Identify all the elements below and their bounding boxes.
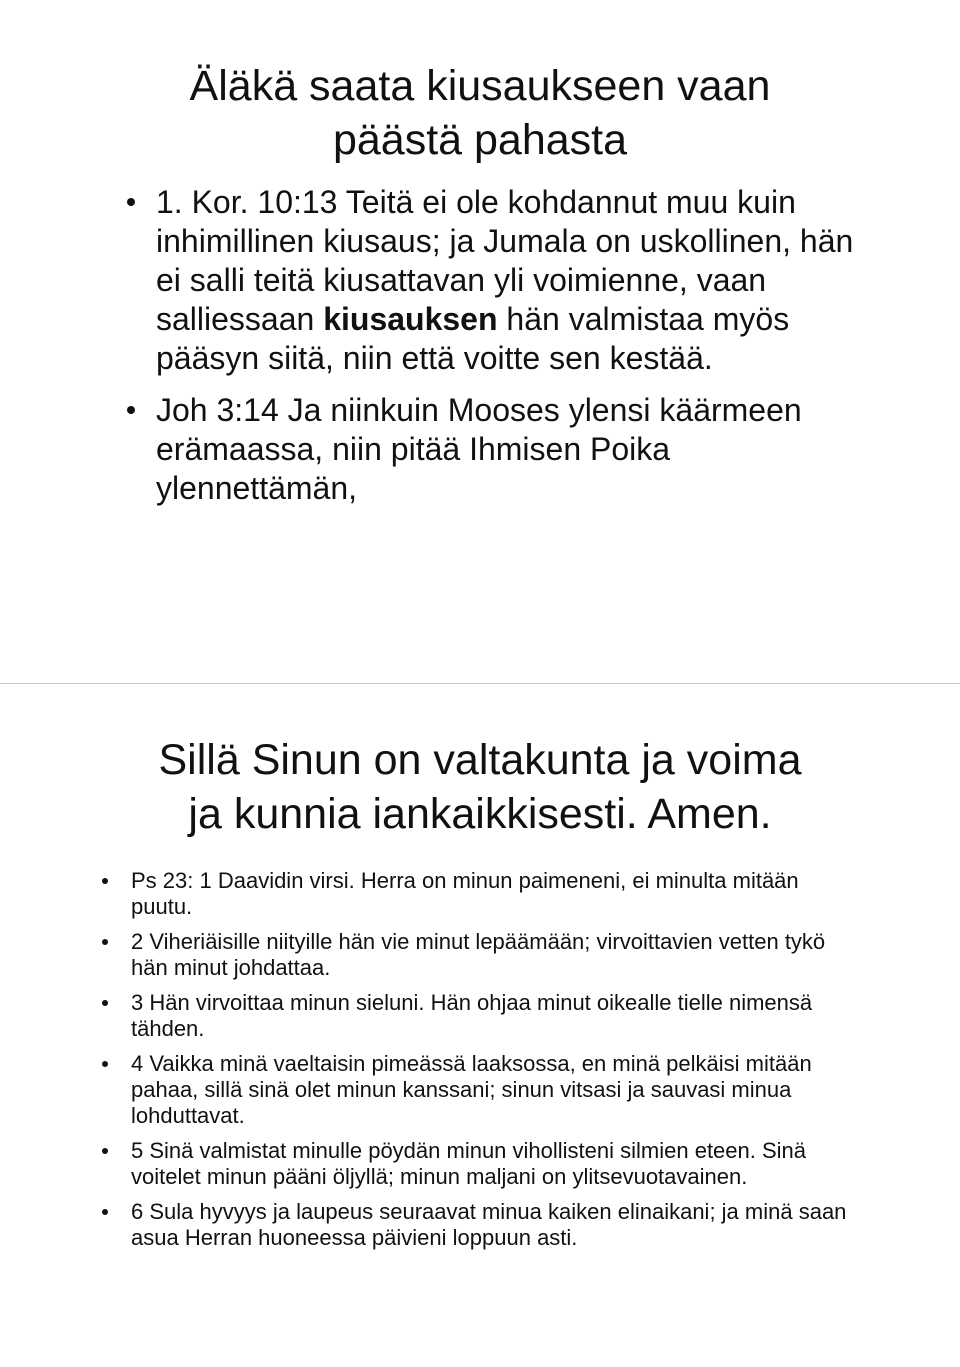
slide-1-title-line-2: päästä pahasta [332, 116, 628, 164]
bullet-text-bold: kiusauksen [323, 301, 498, 337]
bullet-text: 4 Vaikka minä vaeltaisin pimeässä laaksossa, en minä pelkäisi mitään pahaa, sillä sinä olet minun kanssani; sinun vitsasi ja sauvasi minua lohduttavat. [131, 1051, 812, 1128]
bullet-text-rest: hän valmistaa myös pääsyn siitä, niin että voitte sen kestää. [156, 301, 790, 376]
bullet-item [131, 868, 861, 920]
slide-2 [0, 684, 960, 1367]
slide-2-title [0, 733, 960, 841]
bullet-text: 5 Sinä valmistat minulle pöydän minun vihollisteni silmien eteen. Sinä voitelet minun pääni öljyllä; minun maljani on ylitsevuotavainen. [131, 1138, 807, 1189]
bullet-item [131, 929, 861, 981]
bullet-icon [102, 1061, 108, 1067]
bullet-item [131, 990, 861, 1042]
slide-1-title [0, 59, 960, 167]
bullet-text: Joh 3:14 Ja niinkuin Mooses ylensi käärmeen erämaassa, niin pitää Ihmisen Poika ylennettämän, [156, 392, 802, 506]
bullet-text: 3 Hän virvoittaa minun sieluni. Hän ohjaa minut oikealle tielle nimensä tähden. [131, 990, 813, 1041]
bullet-icon [127, 198, 135, 206]
bullet-text: Ps 23: 1 Daavidin virsi. Herra on minun paimeneni, ei minulta mitään puutu. [131, 868, 799, 919]
slide-1-bullet-list [156, 183, 856, 521]
bullet-item [156, 183, 856, 378]
bullet-icon [102, 1148, 108, 1154]
slide-2-title-line-2: ja kunnia iankaikkisesti. Amen. [188, 790, 772, 838]
slide-2-bullet-list [131, 868, 861, 1260]
bullet-text: 6 Sula hyvyys ja laupeus seuraavat minua kaiken elinaikani; ja minä saan asua Herran huoneessa päivieni loppuun asti. [131, 1199, 847, 1250]
bullet-icon [102, 1000, 108, 1006]
bullet-item [131, 1199, 861, 1251]
bullet-icon [102, 878, 108, 884]
bullet-icon [102, 1209, 108, 1215]
bullet-icon [127, 406, 135, 414]
bullet-item [156, 391, 856, 508]
slide-1-title-line-1: Äläkä saata kiusaukseen vaan [189, 62, 771, 110]
bullet-text: 2 Viheriäisille niityille hän vie minut lepäämään; virvoittavien vetten tykö hän minut johdattaa. [131, 929, 826, 980]
bullet-item [131, 1051, 861, 1129]
bullet-icon [102, 939, 108, 945]
bullet-text: 1. Kor. 10:13 Teitä ei ole kohdannut muu kuin inhimillinen kiusaus; ja Jumala on uskollinen, hän ei salli teitä kiusattavan yli voimienne, vaan salliessaan [156, 184, 854, 337]
slide-2-title-line-1: Sillä Sinun on valtakunta ja voima [158, 736, 802, 784]
bullet-item [131, 1138, 861, 1190]
